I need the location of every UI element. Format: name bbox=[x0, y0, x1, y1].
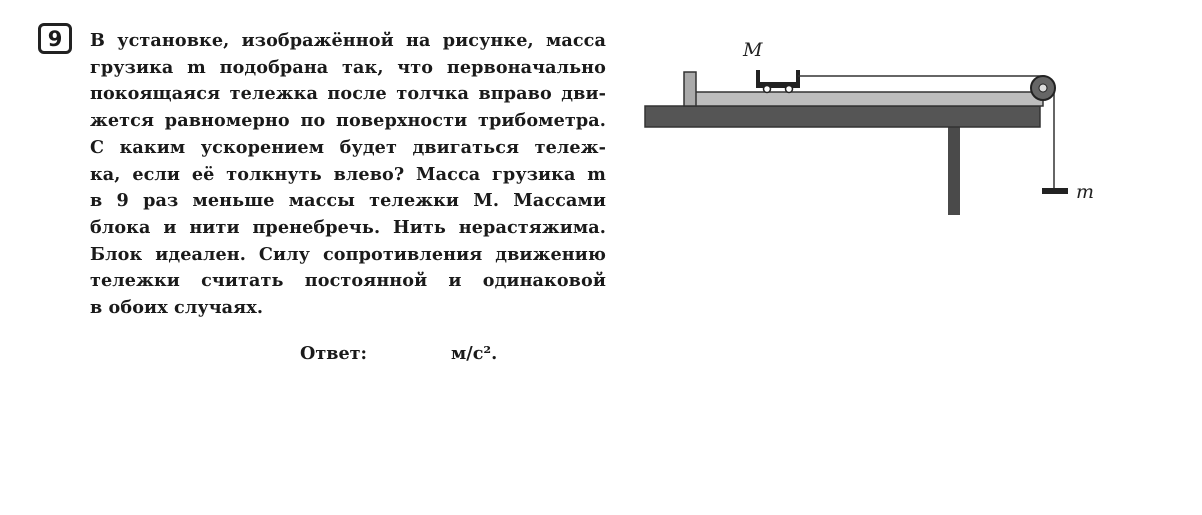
problem-line-6: ка, если её толкнуть влево? Масса грузика m bbox=[90, 163, 606, 185]
answer-row bbox=[300, 343, 498, 364]
hanging-weight bbox=[1042, 188, 1068, 194]
problem-line-7: в 9 раз меньше массы тележки M. Массами bbox=[90, 190, 606, 212]
tribometer-rail bbox=[688, 92, 1043, 106]
pulley-icon bbox=[1031, 76, 1055, 100]
problem-line-2: грузика m подобрана так, что первоначально bbox=[90, 56, 606, 78]
cart bbox=[758, 70, 798, 93]
problem-line-1: В установке, изображённой на рисунке, масса bbox=[90, 30, 606, 51]
problem-text bbox=[90, 28, 606, 322]
answer-label: Ответ: bbox=[300, 343, 368, 364]
label-weight-mass: m bbox=[1076, 181, 1095, 203]
problem-line-4: жется равномерно по поверхности трибометра. bbox=[90, 110, 606, 132]
problem-line-5: С каким ускорением будет двигаться тележ- bbox=[90, 136, 606, 158]
problem-line-3: покоящаяся тележка после толчка вправо дви- bbox=[90, 83, 606, 105]
setup-figure bbox=[630, 20, 1110, 230]
table-leg bbox=[948, 125, 960, 215]
problem-line-11: в обоих случаях. bbox=[90, 297, 264, 319]
tabletop bbox=[645, 106, 1040, 127]
problem-line-8: блока и нити пренебречь. Нить нерастяжима. bbox=[90, 216, 606, 238]
label-cart-mass: M bbox=[743, 39, 763, 61]
end-stop bbox=[684, 72, 696, 106]
problem-number: 9 bbox=[38, 23, 72, 54]
problem-line-9: Блок идеален. Силу сопротивления движению bbox=[90, 243, 606, 265]
answer-unit: м/с². bbox=[451, 343, 498, 364]
problem-line-10: тележки считать постоянной и одинаковой bbox=[90, 270, 606, 292]
